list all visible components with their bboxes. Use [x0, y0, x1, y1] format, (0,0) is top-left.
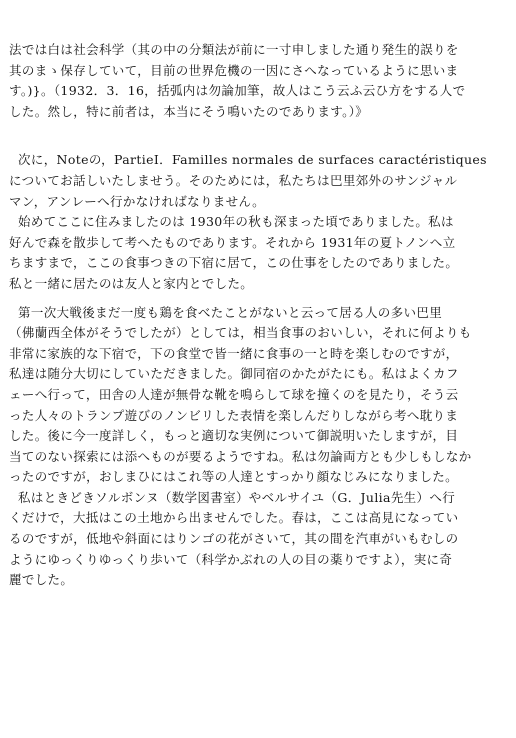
- text-line: 私はときどきソルボンヌ（数学図書室）やベルサイユ（G．Julia先生）へ行: [18, 489, 456, 505]
- paragraph-1: [9, 40, 510, 122]
- text-line: （佛蘭西全体がそうでしたが）としては，相当食事のおいしい，それに何よりも: [9, 325, 472, 341]
- paragraph-gap: [9, 122, 510, 150]
- text-line: 私と一緒に居たのは友人と家内とでした。: [9, 275, 254, 291]
- paragraph-gap: [9, 295, 510, 303]
- text-line: ったのですが，おしまひにはこれ等の人達とすっかり顔なじみになりました。: [9, 469, 459, 485]
- text-line: ちますまで，ここの食事つきの下宿に居て，この仕事をしたのでありました。: [9, 255, 459, 271]
- text-line: 其のまゝ保存していて，目前の世界危機の一因にさへなっているように思いま: [9, 62, 459, 78]
- text-line: した。然し，特に前者は，本当にそう鳴いたのであります。）》: [9, 103, 369, 119]
- paragraph-4: [9, 303, 510, 488]
- text-line: す。)}。（1932．3．16，括弧内は勿論加筆，故人はこう云ふ云ひ方をする人で: [9, 83, 466, 99]
- text-line: 非常に家族的な下宿で，下の食堂で皆一緒に食事の一と時を楽しむのですが，: [9, 345, 459, 361]
- text-line: した。後に今一度詳しく，もっと適切な実例について御説明いたしますが，目: [9, 428, 459, 444]
- text-line: った人々のトランプ遊びのノンビリした表情を楽しんだりしながら考へ耽りま: [9, 407, 459, 423]
- text-line: マン，アンレーへ行かなければなりません。: [9, 193, 265, 209]
- paragraph-2: [9, 150, 510, 212]
- text-line: 好んで森を散歩して考へたものであります。それから 1931年の夏トノンへ立: [9, 234, 456, 250]
- text-line: 次に，Noteの，PartieI．Familles normales de surfaces caractéristiques: [18, 152, 487, 168]
- text-line: 麗でした。: [9, 572, 74, 588]
- text-line: ようにゆっくりゆっくり歩いて（科学かぶれの人の目の薬りですよ），実に奇: [9, 551, 453, 567]
- paragraph-3: [9, 212, 510, 294]
- text-line: 当てのない探索には添へものが要るようですね。私は勿論両方とも少しもしなか: [9, 448, 472, 464]
- text-line: くだけで，大抵はこの土地から出ませんでした。春は，ここは高見になってい: [9, 510, 459, 526]
- text-line: るのですが，低地や斜面にはりンゴの花がさいて，其の間を汽車がいもむしの: [9, 531, 459, 547]
- paragraph-5: [9, 488, 510, 591]
- text-line: 私達は随分大切にしていただきました。御同宿のかたがたにも。私はよくカフ: [9, 366, 459, 382]
- text-line: 始めてここに住みましたのは 1930年の秋も深まった頃でありました。私は: [18, 214, 454, 230]
- text-line: についてお話しいたしませう。そのためには，私たちは巴里郊外のサンジャル: [9, 172, 458, 188]
- text-line: 法では白は社会科学（其の中の分類法が前に一寸申しました通り発生的誤りを: [9, 42, 459, 57]
- text-line: ェーへ行って，田舎の人達が無骨な靴を鳴らして球を撞くのを見たり，そう云: [9, 386, 459, 402]
- text-line: 第一次大戦後まだ一度も鶏を食べたことがないと云って居る人の多い巴里: [18, 304, 443, 320]
